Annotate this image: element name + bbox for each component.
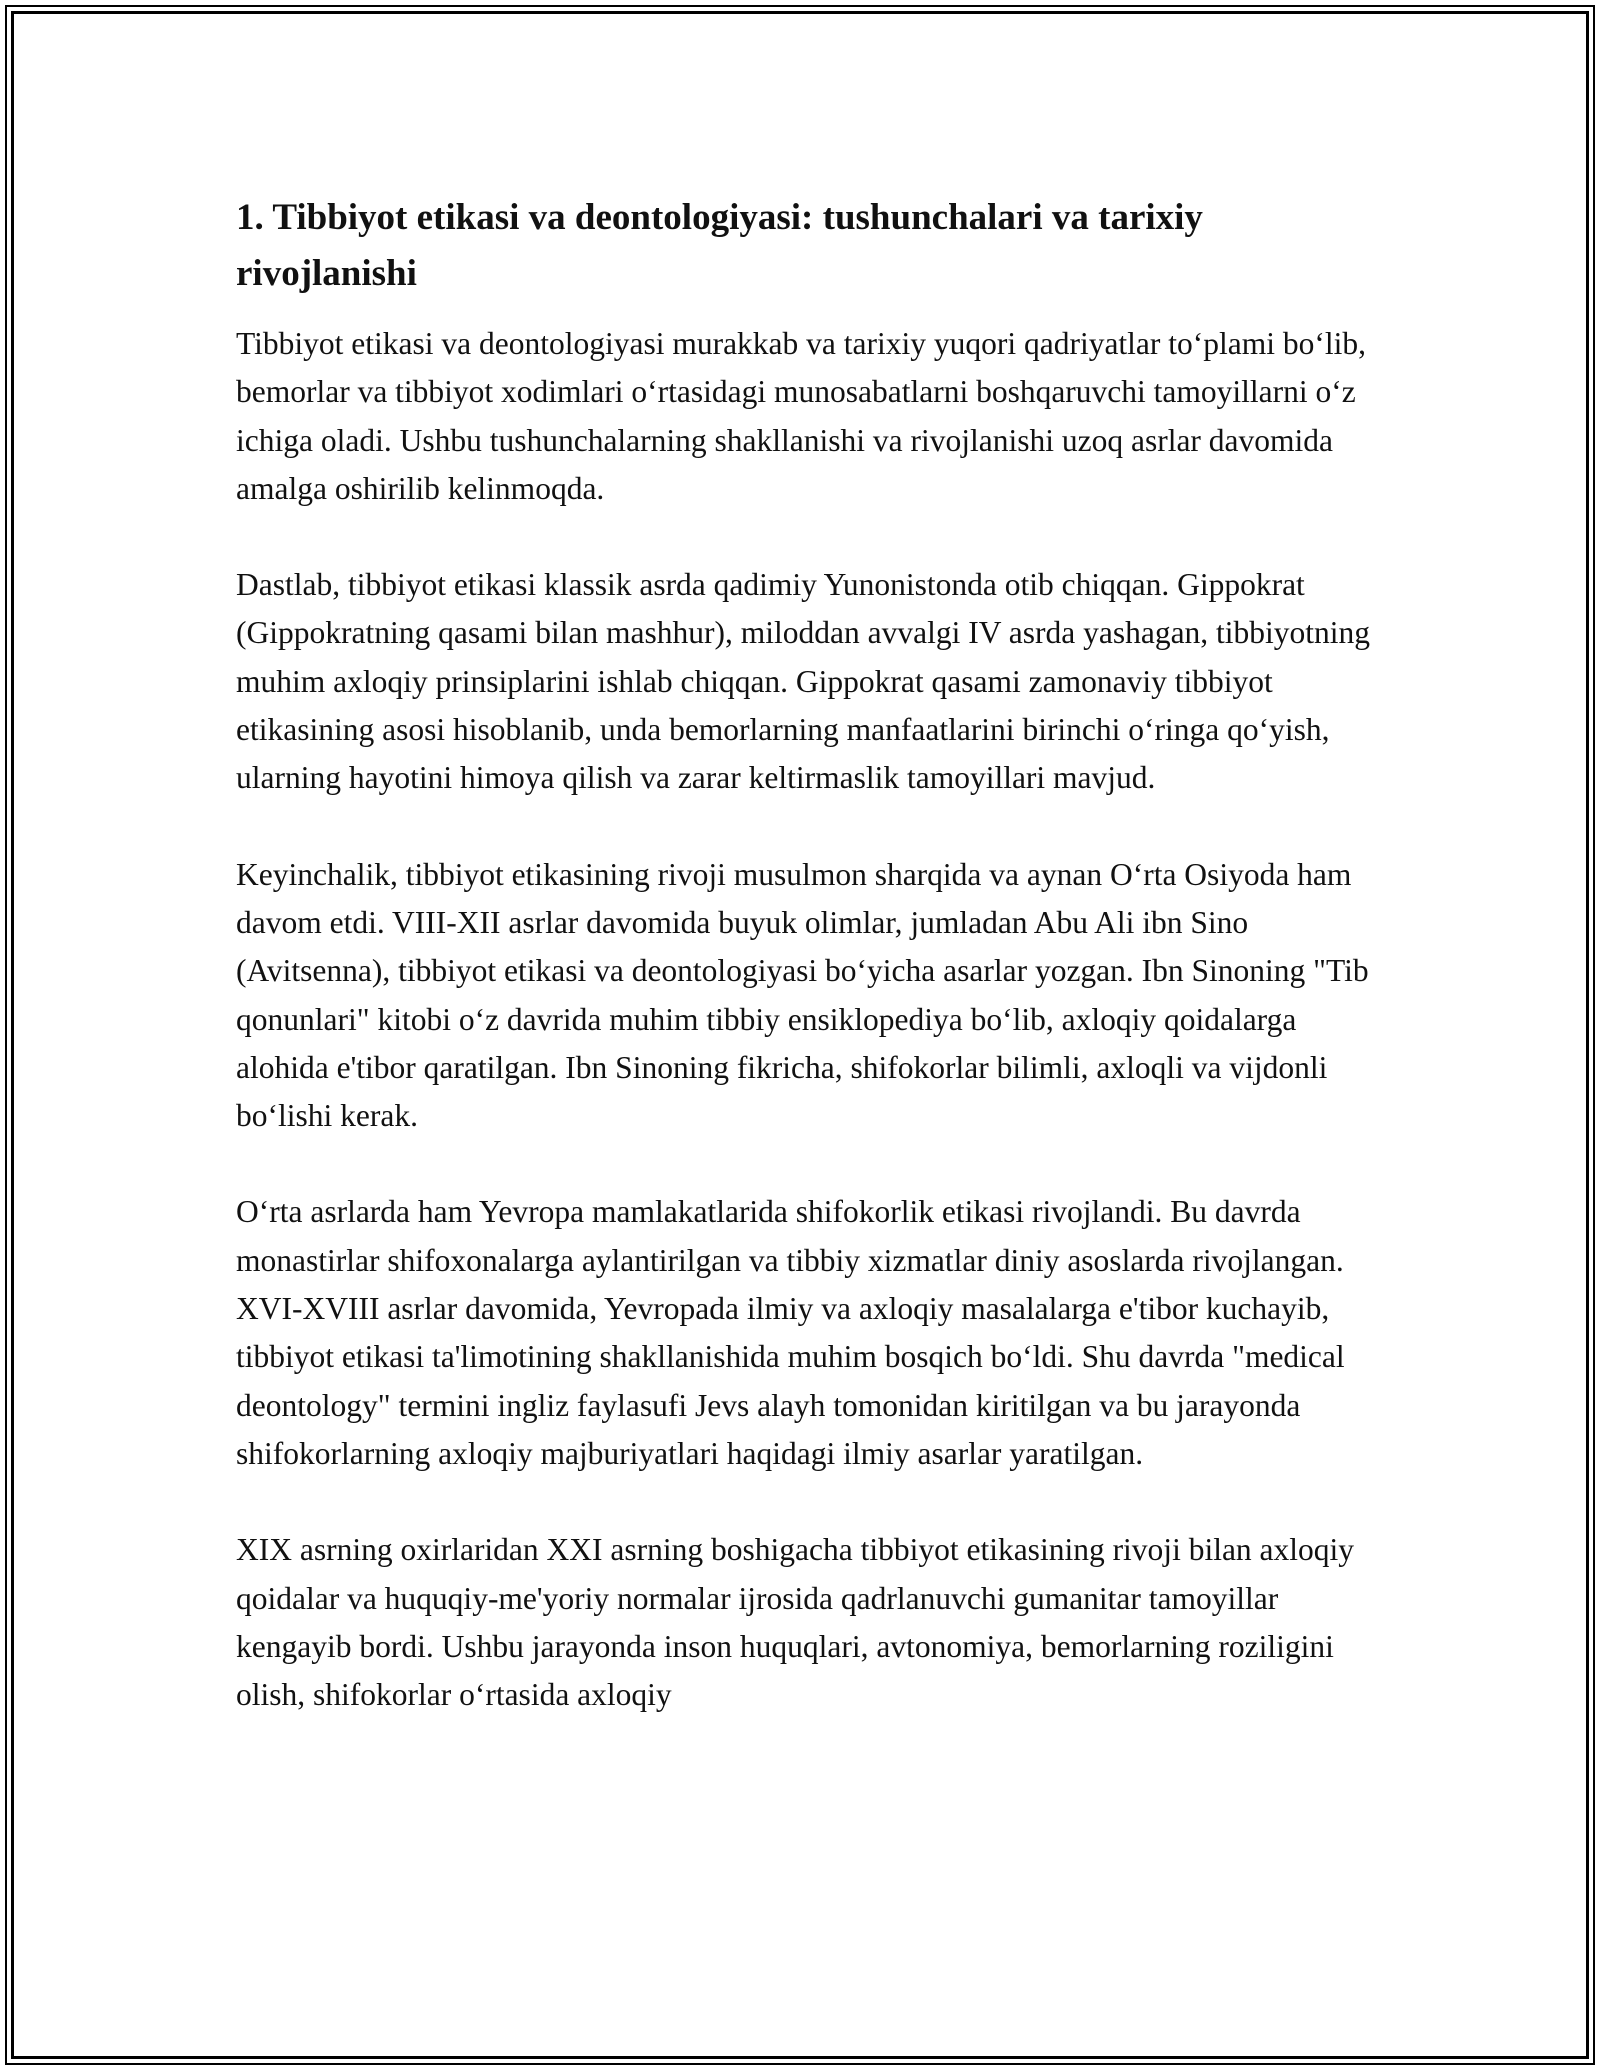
paragraph-3: Keyinchalik, tibbiyot etikasining rivoji musulmon sharqida va aynan O‘rta Osiyoda ham davom etdi. VIII-XII asrlar davomida buyuk olimlar, jumladan Abu Ali ibn Sino (Avitsenna), tibbiyot etikasi va deontologiyasi bo‘yicha asarlar yozgan. Ibn Sinoning "Tib qonunlari" kitobi o‘z davrida muhim tibbiy ensiklopediya bo‘lib, axloqiy qoidalarga alohida e'tibor qaratilgan. Ibn Sinoning fikricha, shifokorlar bilimli, axloqli va vijdonli bo‘lishi kerak. [236, 856, 1369, 1134]
paragraph-2: Dastlab, tibbiyot etikasi klassik asrda qadimiy Yunonistonda otib chiqqan. Gippokrat (Gippokratning qasami bilan mashhur), miloddan avvalgi IV asrda yashagan, tibbiyotning muhim axloqiy prinsiplarini ishlab chiqqan. Gippokrat qasami zamonaviy tibbiyot etikasining asosi hisoblanib, unda bemorlarning manfaatlarini birinchi o‘ringa qo‘yish, ularning hayotini himoya qilish va zarar keltirmaslik tamoyillari mavjud. [236, 567, 1371, 796]
document-body [236, 190, 1376, 1767]
section-heading: 1. Tibbiyot etikasi va deontologiyasi: tushunchalari va tarixiy rivojlanishi [236, 197, 1203, 294]
paragraph-4: O‘rta asrlarda ham Yevropa mamlakatlarida shifokorlik etikasi rivojlandi. Bu davrda monastirlar shifoxonalarga aylantirilgan va tibbiy xizmatlar diniy asoslarda rivojlangan. XVI-XVIII asrlar davomida, Yevropada ilmiy va axloqiy masalalarga e'tibor kuchayib, tibbiyot etikasi ta'limotining shakllanishida muhim bosqich bo‘ldi. Shu davrda "medical deontology" termini ingliz faylasufi Jevs alayh tomonidan kiritilgan va bu jarayonda shifokorlarning axloqiy majburiyatlari haqidagi ilmiy asarlar yaratilgan. [236, 1194, 1345, 1471]
paragraph-1: Tibbiyot etikasi va deontologiyasi murakkab va tarixiy yuqori qadriyatlar to‘plami bo‘lib, bemorlar va tibbiyot xodimlari o‘rtasidagi munosabatlarni boshqaruvchi tamoyillarni o‘z ichiga oladi. Ushbu tushunchalarning shakllanishi va rivojlanishi uzoq asrlar davomida amalga oshirilib kelinmoqda. [236, 326, 1367, 506]
paragraph-5: XIX asrning oxirlaridan XXI asrning boshigacha tibbiyot etikasining rivoji bilan axloqiy qoidalar va huquqiy-me'yoriy normalar ijrosida qadrlanuvchi gumanitar tamoyillar kengayib bordi. Ushbu jarayonda inson huquqlari, avtonomiya, bemorlarning roziligini olish, shifokorlar o‘rtasida axloqiy [236, 1532, 1355, 1713]
